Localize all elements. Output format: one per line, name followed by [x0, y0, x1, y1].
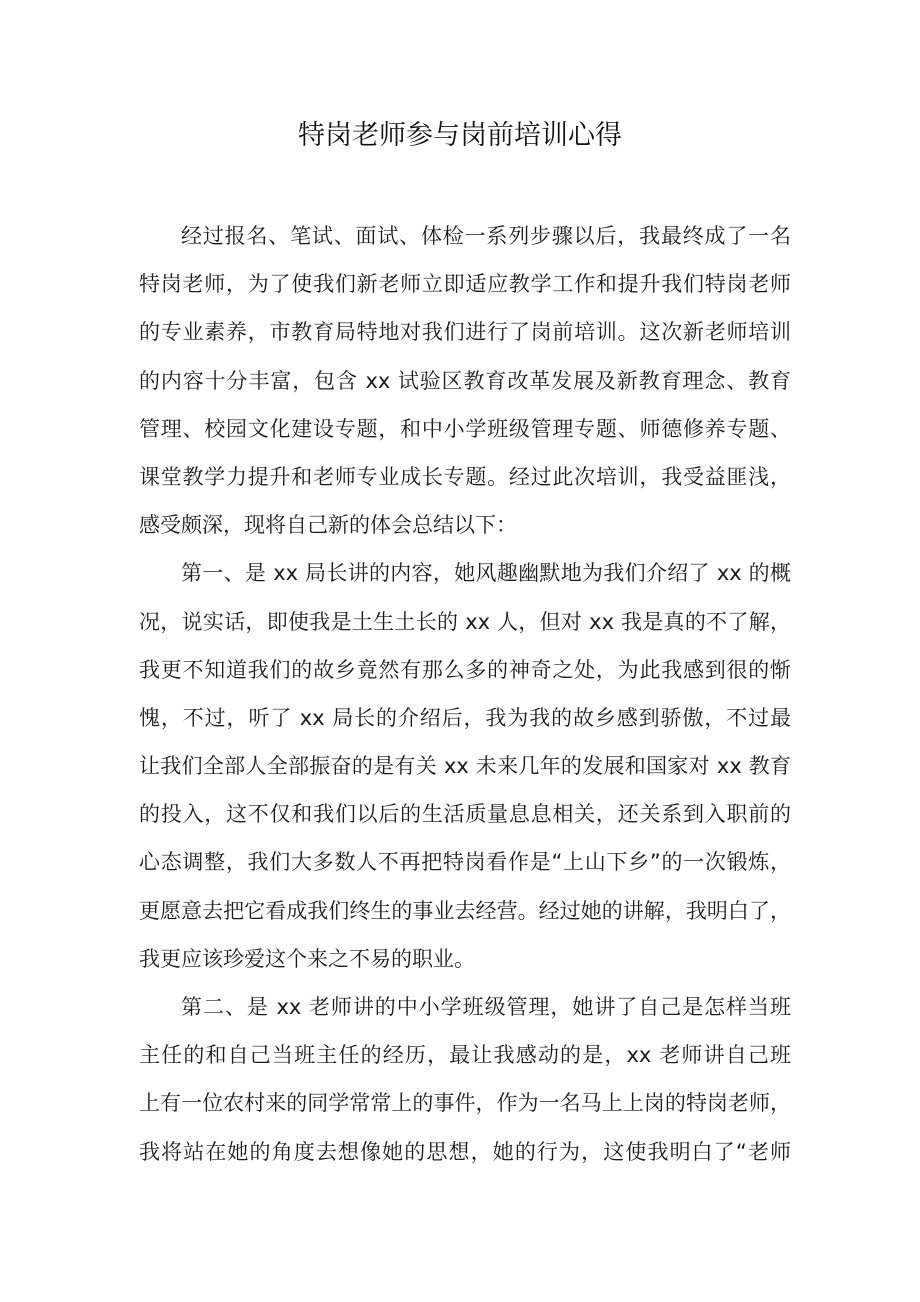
text-line: 第一、是 xx 局长讲的内容，她风趣幽默地为我们介绍了 xx 的概	[181, 561, 791, 586]
document-body	[139, 212, 791, 1176]
text-line: 第二、是 xx 老师讲的中小学班级管理，她讲了自己是怎样当班	[181, 995, 791, 1019]
text-line: 况，说实话，即使我是土生土长的 xx 人，但对 xx 我是真的不了解，	[139, 609, 791, 634]
text-line: 经过报名、笔试、面试、体检一系列步骤以后，我最终成了一名	[181, 224, 791, 248]
text-line: 让我们全部人全部振奋的是有关 xx 未来几年的发展和国家对 xx 教育	[139, 754, 791, 779]
text-line: 的投入，这不仅和我们以后的生活质量息息相关，还关系到入职前的	[139, 802, 791, 827]
text-line: 愧，不过，听了 xx 局长的介绍后，我为我的故乡感到骄傲，不过最	[139, 705, 791, 730]
text-line: 的专业素养，市教育局特地对我们进行了岗前培训。这次新老师培训	[139, 320, 791, 345]
text-line: 更愿意去把它看成我们终生的事业去经营。经过她的讲解，我明白了，	[139, 898, 791, 923]
text-line: 上有一位农村来的同学常常上的事件，作为一名马上上岗的特岗老师，	[139, 1091, 791, 1116]
text-line: 我更不知道我们的故乡竟然有那么多的神奇之处，为此我感到很的惭	[139, 657, 791, 682]
text-line: 特岗老师，为了使我们新老师立即适应教学工作和提升我们特岗老师	[139, 272, 791, 297]
text-line: 心态调整，我们大多数人不再把特岗看作是“上山下乡”的一次锻炼，	[139, 850, 791, 875]
text-line: 课堂教学力提升和老师专业成长专题。经过此次培训，我受益匪浅，	[139, 464, 791, 489]
text-line: 我将站在她的角度去想像她的思想，她的行为，这使我明白了“老师	[139, 1139, 791, 1164]
document-title: 特岗老师参与岗前培训心得	[298, 120, 622, 151]
text-line: 主任的和自己当班主任的经历，最让我感动的是，xx 老师讲自己班	[139, 1043, 791, 1068]
text-line: 的内容十分丰富，包含 xx 试验区教育改革发展及新教育理念、教育	[139, 368, 791, 393]
text-line: 我更应该珍爱这个来之不易的职业。	[139, 946, 475, 971]
text-line: 管理、校园文化建设专题，和中小学班级管理专题、师德修养专题、	[139, 416, 791, 441]
text-line: 感受颇深，现将自己新的体会总结以下：	[139, 513, 517, 538]
